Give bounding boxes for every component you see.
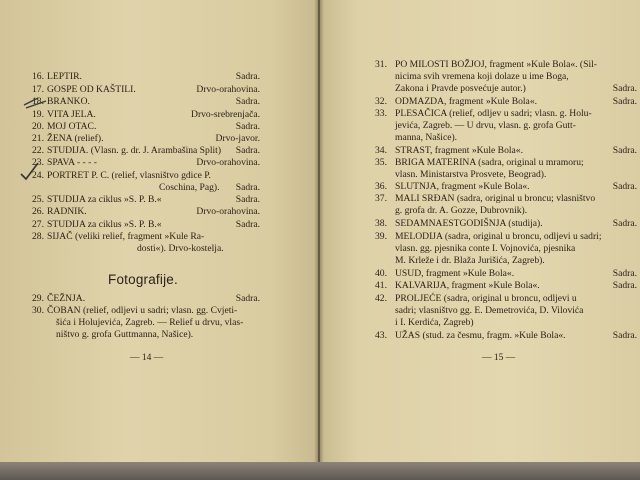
- entry-spacer: [136, 84, 197, 96]
- entry-spacer: [220, 182, 236, 194]
- entry-spacer: [96, 109, 191, 121]
- entry-title: PLESAČICA (relief, odljev u sadri; vlasn. g. Holu-: [395, 108, 592, 119]
- table-surface: [0, 462, 640, 480]
- entry-number: 36.: [375, 181, 387, 192]
- entry-row: [32, 133, 260, 145]
- entry-number: 34.: [375, 145, 387, 156]
- entry-number: 26.: [32, 206, 44, 217]
- catalog-entry: [32, 84, 260, 96]
- entry-number: 27.: [32, 219, 44, 230]
- entry-title: SPAVA - - - -: [47, 157, 97, 168]
- entry-title: ČOBAN (relief, odljevi u sadri; vlasn. gg. Cvjeti-: [47, 305, 238, 316]
- entry-title: ČEŽNJA.: [47, 293, 86, 304]
- entry-title: LEPTIR.: [47, 71, 82, 82]
- entry-number: 17.: [32, 84, 44, 95]
- entry-spacer: [237, 305, 260, 317]
- entry-row: [375, 145, 637, 157]
- entry-material: Sadra.: [235, 96, 260, 107]
- entry-continuation-row: [32, 317, 260, 329]
- entry-material: Sadra.: [235, 181, 260, 193]
- catalog-entry: [32, 206, 260, 218]
- catalog-entry: [375, 96, 637, 108]
- entry-title: UŽAS (stud. za česmu, fragm. »Kule Bola«.: [395, 330, 566, 341]
- catalog-entry: [375, 108, 637, 143]
- entry-spacer: [537, 96, 613, 108]
- catalog-entry: [375, 59, 637, 94]
- entry-material: Sadra.: [235, 293, 260, 304]
- entry-spacer: [162, 194, 236, 206]
- left-page: [0, 0, 318, 462]
- entry-title: MOJ OTAC.: [47, 121, 97, 132]
- entry-title: STUDIJA za ciklus »S. P. B.«: [47, 194, 162, 205]
- entry-title: RADNIK.: [47, 206, 87, 217]
- entry-row: [375, 157, 637, 169]
- entry-row: [32, 219, 260, 231]
- entry-continuation: i I. Kerdića, Zagreb): [395, 316, 474, 328]
- entry-number: 40.: [375, 268, 387, 279]
- entry-spacer: [523, 145, 613, 157]
- catalog-entry: [375, 231, 637, 266]
- entry-material: Sadra.: [612, 218, 637, 229]
- entry-material: Sadra.: [235, 145, 260, 156]
- entry-title: PROLJEĆE (sadra, original u broncu, odljevi u: [395, 293, 577, 304]
- catalog-entry: [32, 121, 260, 133]
- entry-material: Sadra.: [612, 268, 637, 279]
- entry-continuation: Zakona i Pravde posvećuje autor.): [395, 82, 526, 94]
- entry-row: [32, 84, 260, 96]
- entry-continuation: jevića, Zagreb. — U drvu, vlasn. g. grofa Gutt-: [395, 119, 576, 131]
- entry-title: STRAST, fragment »Kule Bola«.: [395, 145, 523, 156]
- entry-number: 41.: [375, 280, 387, 291]
- entry-number: 38.: [375, 218, 387, 229]
- page-number-right: — 15 —: [482, 353, 516, 363]
- entry-material: Sadra.: [612, 82, 637, 94]
- catalog-entry: [32, 133, 260, 145]
- entry-row: [375, 193, 637, 205]
- entry-row: [32, 71, 260, 83]
- entry-continuation-row: [32, 182, 260, 194]
- entry-number: 28.: [32, 231, 44, 242]
- entry-title: GOSPE OD KAŠTILI.: [47, 84, 136, 95]
- entry-material: Drvo-orahovina.: [196, 157, 260, 168]
- entry-number: 42.: [375, 293, 387, 304]
- entry-continuation: ništvo g. grofa Guttmanna, Našice).: [56, 328, 194, 340]
- entry-continuation-row: [375, 305, 637, 317]
- entry-row: [32, 145, 260, 157]
- entry-number: 32.: [375, 96, 387, 107]
- entry-continuation-row: [32, 243, 260, 255]
- entry-spacer: [514, 268, 613, 280]
- catalog-entry: [375, 268, 637, 280]
- catalog-entry: [32, 293, 260, 305]
- entry-material: Sadra.: [612, 280, 637, 291]
- entry-title: MELODIJA (sadra, original u broncu, odljevi u sadri;: [395, 231, 602, 242]
- entry-row: [375, 181, 637, 193]
- entry-spacer: [87, 206, 197, 218]
- catalog-entry: [32, 109, 260, 121]
- entry-row: [375, 218, 637, 230]
- entry-title: SIJAČ (veliki relief, fragment »Kule Ra-: [47, 231, 205, 242]
- entry-number: 29.: [32, 293, 44, 304]
- entry-spacer: [96, 121, 235, 133]
- entry-continuation-row: [375, 83, 637, 95]
- entry-row: [32, 109, 260, 121]
- entry-material: Drvo-orahovina.: [196, 206, 260, 217]
- entry-number: 31.: [375, 59, 387, 70]
- entry-continuation: vlasn. Ministarstva Prosvete, Beograd).: [395, 168, 547, 180]
- entry-number: 24.: [32, 170, 44, 181]
- entry-continuation: M. Krleže i dr. Blaža Jurišića, Zagreb).: [395, 254, 545, 266]
- entry-material: Drvo-javor.: [215, 133, 260, 144]
- entry-material: Sadra.: [235, 121, 260, 132]
- entry-title: USUD, fragment »Kule Bola«.: [395, 268, 515, 279]
- entry-row: [375, 293, 637, 305]
- entry-spacer: [204, 231, 260, 243]
- entry-row: [32, 121, 260, 133]
- section-title-fotografije: Fotografije.: [108, 272, 178, 287]
- catalog-entry: [32, 157, 260, 169]
- entry-spacer: [90, 96, 236, 108]
- catalog-entry: [375, 330, 637, 342]
- entry-row: [32, 96, 260, 108]
- entry-spacer: [530, 181, 613, 193]
- entry-row: [32, 206, 260, 218]
- entry-title: ŽENA (relief).: [47, 133, 104, 144]
- entry-title: SEDAMNAESTGODIŠNJA (studija).: [395, 218, 543, 229]
- entry-number: 39.: [375, 231, 387, 242]
- page-number-left: — 14 —: [130, 353, 164, 363]
- entry-title: VITA JELA.: [47, 109, 96, 120]
- entry-row: [32, 157, 260, 169]
- right-page: [320, 0, 640, 462]
- entry-continuation-row: [375, 243, 637, 255]
- entry-number: 33.: [375, 108, 387, 119]
- entry-number: 22.: [32, 145, 44, 156]
- entry-continuation-row: [375, 169, 637, 181]
- entry-row: [375, 280, 637, 292]
- entry-continuation-row: [375, 132, 637, 144]
- entry-row: [375, 96, 637, 108]
- entry-spacer: [526, 83, 613, 95]
- entry-number: 16.: [32, 71, 44, 82]
- entry-row: [375, 268, 637, 280]
- entry-title: STUDIJA. (Vlasn. g. dr. J. Arambašina Split): [47, 145, 222, 156]
- entry-material: Sadra.: [235, 219, 260, 230]
- entry-row: [375, 330, 637, 342]
- catalog-entry: [375, 293, 637, 328]
- entry-spacer: [566, 330, 613, 342]
- entry-row: [32, 305, 260, 317]
- entry-material: Sadra.: [612, 330, 637, 341]
- entry-title: KALVARIJA, fragment »Kule Bola«.: [395, 280, 540, 291]
- entry-spacer: [162, 219, 236, 231]
- entry-row: [375, 231, 637, 243]
- entry-continuation: vlasn. gg. pjesnika conte I. Vojnovića, pjesnika: [395, 242, 576, 254]
- entry-material: Drvo-orahovina.: [196, 84, 260, 95]
- entry-number: 43.: [375, 330, 387, 341]
- entry-spacer: [85, 293, 236, 305]
- entry-continuation: g. grofa dr. A. Gozze, Dubrovnik).: [395, 204, 528, 216]
- entry-continuation-row: [32, 329, 260, 341]
- catalog-entry: [375, 145, 637, 157]
- entry-spacer: [103, 133, 215, 145]
- entry-spacer: [221, 145, 236, 157]
- entry-spacer: [224, 243, 260, 255]
- catalog-entry: [32, 96, 260, 108]
- entry-material: Sadra.: [612, 181, 637, 192]
- entry-title: MALI SRĐAN (sadra, original u broncu; vlasništvo: [395, 193, 596, 204]
- pencil-check-mark: [18, 160, 40, 182]
- entry-title: PO MILOSTI BOŽJOJ, fragment »Kule Bola«. (Sil-: [395, 59, 597, 70]
- catalog-entry: [375, 280, 637, 292]
- entry-row: [375, 108, 637, 120]
- catalog-entry: [375, 193, 637, 217]
- catalog-entry: [32, 170, 260, 194]
- entry-row: [375, 59, 637, 71]
- entry-number: 25.: [32, 194, 44, 205]
- catalog-entry: [375, 181, 637, 193]
- pencil-strike-mark: [22, 93, 50, 113]
- entry-continuation-row: [375, 255, 637, 267]
- book-gutter: [314, 0, 324, 462]
- entry-continuation-row: [375, 71, 637, 83]
- entry-material: Sadra.: [612, 145, 637, 156]
- entry-spacer: [97, 157, 196, 169]
- entry-spacer: [82, 71, 236, 83]
- entry-material: Sadra.: [612, 96, 637, 107]
- entry-number: 37.: [375, 193, 387, 204]
- entry-material: Sadra.: [235, 194, 260, 205]
- entry-row: [32, 231, 260, 243]
- catalog-entry: [32, 231, 260, 255]
- catalog-entry: [375, 157, 637, 181]
- entry-title: PORTRET P. C. (relief, vlasništvo gdice P.: [47, 170, 211, 181]
- entry-spacer: [211, 170, 260, 182]
- entry-continuation: nicima svih vremena koji dolaze u ime Boga,: [395, 70, 569, 82]
- entry-title: ODMAZDA, fragment »Kule Bola«.: [395, 96, 538, 107]
- entry-number: 23.: [32, 157, 44, 168]
- entry-continuation-row: [375, 317, 637, 329]
- entry-continuation: sadri; vlasništvo gg. E. Demetrovića, D. Vilovića: [395, 304, 584, 316]
- catalog-entry: [32, 194, 260, 206]
- catalog-entry: [32, 305, 260, 340]
- entry-number: 19.: [32, 109, 44, 120]
- catalog-entry: [32, 71, 260, 83]
- entry-title: BRANKO.: [47, 96, 90, 107]
- entry-spacer: [540, 280, 613, 292]
- entry-continuation-row: [375, 205, 637, 217]
- entry-title: STUDIJA za ciklus »S. P. B.«: [47, 219, 162, 230]
- entry-number: 18.: [32, 96, 44, 107]
- entry-number: 30.: [32, 305, 44, 316]
- entry-continuation: dosti«). Drvo-kostelja.: [137, 242, 224, 254]
- entry-title: SLUTNJA, fragment »Kule Bola«.: [395, 181, 530, 192]
- catalog-entry: [375, 218, 637, 230]
- entry-title: BRIGA MATERINA (sadra, original u mramoru;: [395, 157, 584, 168]
- entry-number: 35.: [375, 157, 387, 168]
- entry-material: Drvo-srebrenjača.: [191, 109, 260, 120]
- entry-number: 21.: [32, 133, 44, 144]
- entry-spacer: [543, 218, 613, 230]
- entry-continuation: manna, Našice).: [395, 131, 458, 143]
- catalog-entry: [32, 219, 260, 231]
- entry-row: [32, 293, 260, 305]
- entry-continuation: Coschina, Pag).: [159, 181, 220, 193]
- catalog-entry: [32, 145, 260, 157]
- entry-row: [32, 170, 260, 182]
- entry-continuation-row: [375, 120, 637, 132]
- entry-material: Sadra.: [235, 71, 260, 82]
- entry-number: 20.: [32, 121, 44, 132]
- entry-continuation: šića i Holujevića, Zagreb. — Relief u drvu, vlas-: [56, 316, 244, 328]
- entry-row: [32, 194, 260, 206]
